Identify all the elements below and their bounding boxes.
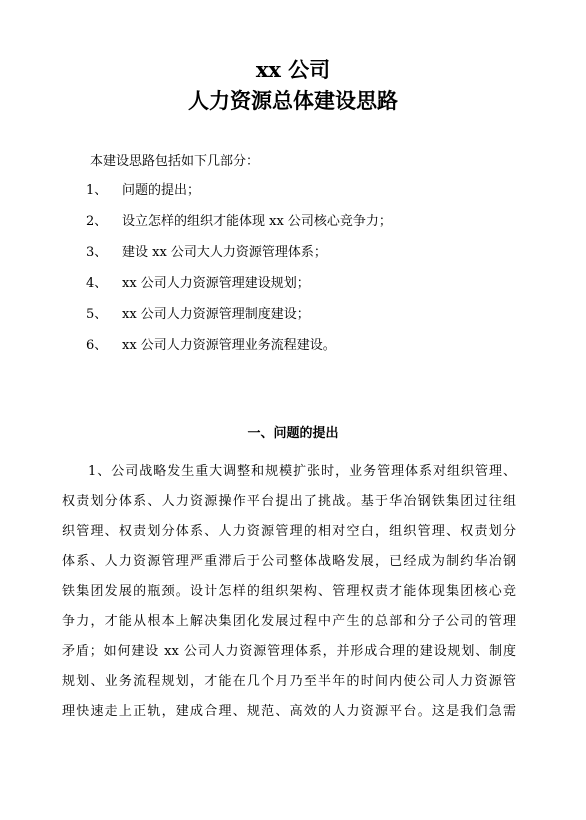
outline-text: xx 公司人力资源管理业务流程建设。 bbox=[122, 338, 336, 353]
outline-item bbox=[86, 243, 327, 274]
outline-item bbox=[86, 305, 310, 336]
section-heading: 一、问题的提出 bbox=[247, 426, 339, 441]
paragraph-line: 织管理、权责划分体系、人力资源管理的相对空白，组织管理、权责划分 bbox=[62, 524, 516, 539]
paragraph-line: 1、公司战略发生重大调整和规模扩张时，业务管理体系对组织管理、 bbox=[88, 464, 516, 479]
paragraph-line: 理快速走上正轨，建成合理、规范、高效的人力资源平台。这是我们急需 bbox=[62, 704, 516, 719]
outline-number: 4、 bbox=[86, 276, 108, 291]
paragraph-line: 权责划分体系、人力资源操作平台提出了挑战。基于华冶钢铁集团过往组 bbox=[62, 494, 516, 509]
outline-item bbox=[86, 274, 310, 305]
outline-text: 问题的提出； bbox=[122, 183, 201, 198]
outline-item bbox=[86, 212, 392, 243]
outline-text: 建设 xx 公司大人力资源管理体系； bbox=[122, 245, 327, 260]
outline-text: xx 公司人力资源管理建设规划； bbox=[122, 276, 310, 291]
paragraph-line: 铁集团发展的瓶颈。设计怎样的组织架构、管理权责才能体现集团核心竞 bbox=[62, 584, 516, 599]
paragraph-line: 体系、人力资源管理严重滞后于公司整体战略发展，已经成为制约华冶钢 bbox=[62, 554, 516, 569]
intro-text: 本建设思路包括如下几部分： bbox=[90, 154, 260, 169]
outline-number: 1、 bbox=[86, 183, 108, 198]
paragraph-line: 规划、业务流程规划，才能在几个月乃至半年的时间内使公司人力资源管 bbox=[62, 674, 516, 689]
outline-item bbox=[86, 181, 201, 212]
outline-item bbox=[86, 336, 336, 367]
outline-number: 6、 bbox=[86, 338, 108, 353]
outline-number: 2、 bbox=[86, 214, 108, 229]
outline-text: xx 公司人力资源管理制度建设； bbox=[122, 307, 310, 322]
company-title: xx 公司 bbox=[255, 57, 331, 82]
section-paragraph bbox=[62, 462, 516, 732]
outline-number: 3、 bbox=[86, 245, 108, 260]
document-title: 人力资源总体建设思路 bbox=[188, 88, 398, 113]
paragraph-line: 矛盾；如何建设 xx 公司人力资源管理体系，并形成合理的建设规划、制度 bbox=[62, 644, 516, 659]
outline-list bbox=[86, 181, 392, 367]
outline-text: 设立怎样的组织才能体现 xx 公司核心竞争力； bbox=[122, 214, 392, 229]
paragraph-line: 争力，才能从根本上解决集团化发展过程中产生的总部和分子公司的管理 bbox=[62, 614, 516, 629]
outline-number: 5、 bbox=[86, 307, 108, 322]
